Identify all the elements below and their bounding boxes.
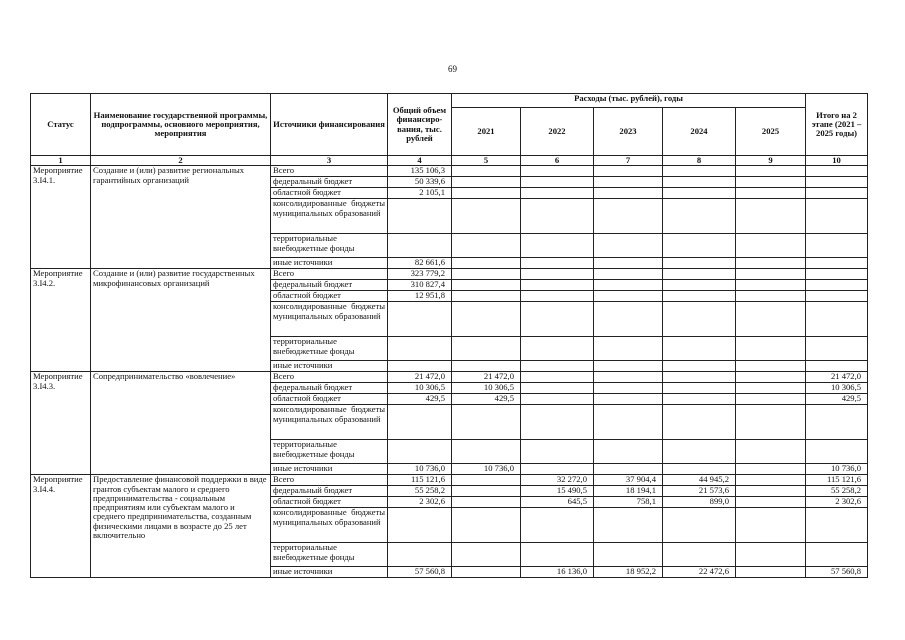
header-status: Статус	[31, 94, 91, 156]
amount-cell: 37 904,4	[594, 475, 663, 486]
funding-source: Всего	[271, 372, 388, 383]
amount-cell	[806, 302, 868, 337]
amount-cell	[663, 177, 736, 188]
amount-cell: 21 472,0	[806, 372, 868, 383]
amount-cell	[388, 440, 452, 464]
amount-cell	[663, 269, 736, 280]
amount-cell: 21 573,6	[663, 486, 736, 497]
amount-cell: 135 106,3	[388, 166, 452, 177]
amount-cell	[736, 497, 806, 508]
amount-cell	[594, 361, 663, 372]
amount-cell	[521, 405, 594, 440]
activity-status: Мероприятие 3.I4.3.	[31, 372, 91, 475]
column-number: 8	[663, 156, 736, 166]
amount-cell: 2 302,6	[388, 497, 452, 508]
funding-source: территориальные внебюджетные фонды	[271, 440, 388, 464]
amount-cell: 115 121,6	[806, 475, 868, 486]
amount-cell	[594, 188, 663, 199]
amount-cell	[736, 302, 806, 337]
amount-cell	[736, 567, 806, 578]
column-number: 4	[388, 156, 452, 166]
amount-cell	[663, 383, 736, 394]
amount-cell	[663, 337, 736, 361]
column-number: 7	[594, 156, 663, 166]
amount-cell	[806, 199, 868, 234]
column-number: 1	[31, 156, 91, 166]
funding-source: иные источники	[271, 464, 388, 475]
amount-cell	[521, 372, 594, 383]
funding-source: областной бюджет	[271, 291, 388, 302]
amount-cell: 21 472,0	[388, 372, 452, 383]
amount-cell	[594, 199, 663, 234]
amount-cell	[806, 269, 868, 280]
amount-cell	[663, 440, 736, 464]
amount-cell	[663, 188, 736, 199]
activity-name: Предоставление финансовой поддержки в виде грантов субъектам малого и среднего предпринимательства - социальным предприятиям или субъектам малого и среднего предпринимательства, созданным физическими лицами в возрасте до 25 лет включительно	[91, 475, 271, 578]
amount-cell: 10 306,5	[806, 383, 868, 394]
amount-cell	[594, 280, 663, 291]
funding-source: иные источники	[271, 361, 388, 372]
amount-cell	[736, 543, 806, 567]
amount-cell	[736, 258, 806, 269]
amount-cell	[806, 337, 868, 361]
amount-cell	[806, 543, 868, 567]
amount-cell: 50 339,6	[388, 177, 452, 188]
amount-cell	[452, 337, 521, 361]
funding-source: областной бюджет	[271, 394, 388, 405]
amount-cell	[594, 337, 663, 361]
amount-cell	[806, 440, 868, 464]
amount-cell: 10 306,5	[388, 383, 452, 394]
amount-cell	[806, 177, 868, 188]
column-number: 6	[521, 156, 594, 166]
amount-cell: 21 472,0	[452, 372, 521, 383]
funding-source: федеральный бюджет	[271, 280, 388, 291]
amount-cell	[521, 543, 594, 567]
amount-cell: 899,0	[663, 497, 736, 508]
amount-cell	[736, 291, 806, 302]
amount-cell	[736, 394, 806, 405]
column-number: 3	[271, 156, 388, 166]
amount-cell	[736, 508, 806, 543]
amount-cell	[521, 464, 594, 475]
amount-cell	[594, 394, 663, 405]
amount-cell	[663, 361, 736, 372]
amount-cell	[452, 508, 521, 543]
amount-cell	[452, 188, 521, 199]
funding-source: консолидированные бюджеты муниципальных образований	[271, 199, 388, 234]
amount-cell	[663, 543, 736, 567]
table-row	[31, 269, 868, 280]
funding-source: областной бюджет	[271, 497, 388, 508]
funding-source: консолидированные бюджеты муниципальных образований	[271, 405, 388, 440]
amount-cell	[594, 464, 663, 475]
header-year: 2023	[594, 108, 663, 156]
funding-source: иные источники	[271, 567, 388, 578]
amount-cell	[594, 405, 663, 440]
amount-cell	[736, 464, 806, 475]
amount-cell	[663, 508, 736, 543]
amount-cell	[736, 269, 806, 280]
table-row	[31, 166, 868, 177]
amount-cell	[663, 291, 736, 302]
amount-cell	[452, 258, 521, 269]
amount-cell: 57 560,8	[388, 567, 452, 578]
page-number: 69	[448, 64, 457, 74]
amount-cell	[521, 361, 594, 372]
amount-cell: 10 306,5	[452, 383, 521, 394]
amount-cell: 55 258,2	[806, 486, 868, 497]
activity-name: Создание и (или) развитие региональных гарантийных организаций	[91, 166, 271, 269]
amount-cell	[452, 440, 521, 464]
amount-cell	[521, 291, 594, 302]
amount-cell: 22 472,6	[663, 567, 736, 578]
amount-cell	[736, 475, 806, 486]
header-row	[31, 94, 868, 108]
header-total: Общий объем финансиро-вания, тыс. рублей	[388, 94, 452, 156]
amount-cell	[521, 508, 594, 543]
amount-cell	[388, 405, 452, 440]
funding-source: территориальные внебюджетные фонды	[271, 234, 388, 258]
amount-cell	[663, 234, 736, 258]
amount-cell	[388, 361, 452, 372]
amount-cell	[452, 269, 521, 280]
header-year: 2024	[663, 108, 736, 156]
header-year: 2022	[521, 108, 594, 156]
header-stage-total: Итого на 2 этапе (2021 – 2025 годы)	[806, 94, 868, 156]
amount-cell: 10 736,0	[806, 464, 868, 475]
amount-cell	[736, 234, 806, 258]
amount-cell: 429,5	[452, 394, 521, 405]
amount-cell	[521, 269, 594, 280]
amount-cell	[521, 394, 594, 405]
amount-cell	[388, 337, 452, 361]
amount-cell: 82 661,6	[388, 258, 452, 269]
amount-cell	[806, 258, 868, 269]
amount-cell: 10 736,0	[452, 464, 521, 475]
amount-cell	[806, 280, 868, 291]
amount-cell: 323 779,2	[388, 269, 452, 280]
amount-cell	[452, 302, 521, 337]
funding-source: консолидированные бюджеты муниципальных образований	[271, 508, 388, 543]
amount-cell: 15 490,5	[521, 486, 594, 497]
amount-cell	[594, 269, 663, 280]
amount-cell	[521, 440, 594, 464]
funding-source: федеральный бюджет	[271, 486, 388, 497]
amount-cell	[594, 291, 663, 302]
amount-cell	[663, 302, 736, 337]
amount-cell	[806, 508, 868, 543]
financing-table	[30, 93, 868, 578]
amount-cell	[452, 280, 521, 291]
activity-status: Мероприятие 3.I4.4.	[31, 475, 91, 578]
funding-source: консолидированные бюджеты муниципальных образований	[271, 302, 388, 337]
amount-cell	[521, 188, 594, 199]
column-number: 2	[91, 156, 271, 166]
amount-cell	[806, 291, 868, 302]
activity-name: Сопредпринимательство «вовлечение»	[91, 372, 271, 475]
amount-cell	[736, 177, 806, 188]
amount-cell	[736, 405, 806, 440]
column-number-row	[31, 156, 868, 166]
amount-cell	[736, 372, 806, 383]
amount-cell	[521, 234, 594, 258]
amount-cell: 32 272,0	[521, 475, 594, 486]
amount-cell: 2 302,6	[806, 497, 868, 508]
amount-cell: 16 136,0	[521, 567, 594, 578]
amount-cell: 310 827,4	[388, 280, 452, 291]
amount-cell	[663, 199, 736, 234]
funding-source: иные источники	[271, 258, 388, 269]
column-number: 9	[736, 156, 806, 166]
amount-cell: 758,1	[594, 497, 663, 508]
amount-cell	[452, 405, 521, 440]
table-row	[31, 372, 868, 383]
amount-cell	[452, 199, 521, 234]
amount-cell	[452, 475, 521, 486]
amount-cell: 115 121,6	[388, 475, 452, 486]
amount-cell	[521, 383, 594, 394]
amount-cell	[663, 464, 736, 475]
column-number: 5	[452, 156, 521, 166]
amount-cell	[452, 486, 521, 497]
amount-cell	[521, 177, 594, 188]
amount-cell	[594, 302, 663, 337]
header-expenses: Расходы (тыс. рублей), годы	[452, 94, 806, 108]
amount-cell	[806, 166, 868, 177]
amount-cell	[521, 199, 594, 234]
amount-cell	[594, 177, 663, 188]
amount-cell: 18 194,1	[594, 486, 663, 497]
header-year: 2021	[452, 108, 521, 156]
amount-cell	[663, 280, 736, 291]
amount-cell: 44 945,2	[663, 475, 736, 486]
amount-cell	[452, 177, 521, 188]
amount-cell	[452, 543, 521, 567]
amount-cell	[663, 372, 736, 383]
amount-cell	[388, 302, 452, 337]
amount-cell: 55 258,2	[388, 486, 452, 497]
amount-cell	[663, 394, 736, 405]
amount-cell	[452, 234, 521, 258]
amount-cell	[452, 291, 521, 302]
amount-cell	[452, 497, 521, 508]
amount-cell	[736, 166, 806, 177]
amount-cell	[521, 258, 594, 269]
amount-cell	[521, 302, 594, 337]
funding-source: областной бюджет	[271, 188, 388, 199]
amount-cell	[452, 166, 521, 177]
table-row	[31, 475, 868, 486]
amount-cell	[521, 280, 594, 291]
amount-cell	[806, 361, 868, 372]
activity-status: Мероприятие 3.I4.1.	[31, 166, 91, 269]
amount-cell	[594, 372, 663, 383]
amount-cell	[736, 383, 806, 394]
amount-cell	[388, 543, 452, 567]
funding-source: Всего	[271, 475, 388, 486]
amount-cell	[594, 383, 663, 394]
amount-cell	[594, 543, 663, 567]
amount-cell	[594, 166, 663, 177]
amount-cell	[806, 405, 868, 440]
amount-cell: 12 951,8	[388, 291, 452, 302]
amount-cell	[521, 166, 594, 177]
activity-name: Создание и (или) развитие государственных микрофинансовых организаций	[91, 269, 271, 372]
amount-cell	[388, 234, 452, 258]
funding-source: федеральный бюджет	[271, 383, 388, 394]
amount-cell: 429,5	[388, 394, 452, 405]
amount-cell	[521, 337, 594, 361]
header-name: Наименование государственной программы, подпрограммы, основного мероприятия, мероприятия	[91, 94, 271, 156]
amount-cell: 2 105,1	[388, 188, 452, 199]
amount-cell	[806, 188, 868, 199]
amount-cell	[736, 280, 806, 291]
header-source: Источники финансирования	[271, 94, 388, 156]
amount-cell	[736, 486, 806, 497]
amount-cell	[388, 199, 452, 234]
amount-cell: 18 952,2	[594, 567, 663, 578]
amount-cell	[594, 440, 663, 464]
amount-cell	[736, 440, 806, 464]
activity-status: Мероприятие 3.I4.2.	[31, 269, 91, 372]
amount-cell: 645,5	[521, 497, 594, 508]
amount-cell: 429,5	[806, 394, 868, 405]
amount-cell: 57 560,8	[806, 567, 868, 578]
funding-source: федеральный бюджет	[271, 177, 388, 188]
funding-source: территориальные внебюджетные фонды	[271, 543, 388, 567]
amount-cell	[736, 199, 806, 234]
amount-cell	[806, 234, 868, 258]
amount-cell	[594, 508, 663, 543]
amount-cell	[452, 361, 521, 372]
amount-cell	[663, 166, 736, 177]
funding-source: территориальные внебюджетные фонды	[271, 337, 388, 361]
amount-cell: 10 736,0	[388, 464, 452, 475]
amount-cell	[594, 234, 663, 258]
amount-cell	[452, 567, 521, 578]
table-body	[31, 166, 868, 578]
header-year: 2025	[736, 108, 806, 156]
amount-cell	[663, 258, 736, 269]
amount-cell	[736, 188, 806, 199]
amount-cell	[594, 258, 663, 269]
amount-cell	[736, 337, 806, 361]
amount-cell	[663, 405, 736, 440]
funding-source: Всего	[271, 166, 388, 177]
amount-cell	[388, 508, 452, 543]
column-number: 10	[806, 156, 868, 166]
amount-cell	[736, 361, 806, 372]
funding-source: Всего	[271, 269, 388, 280]
